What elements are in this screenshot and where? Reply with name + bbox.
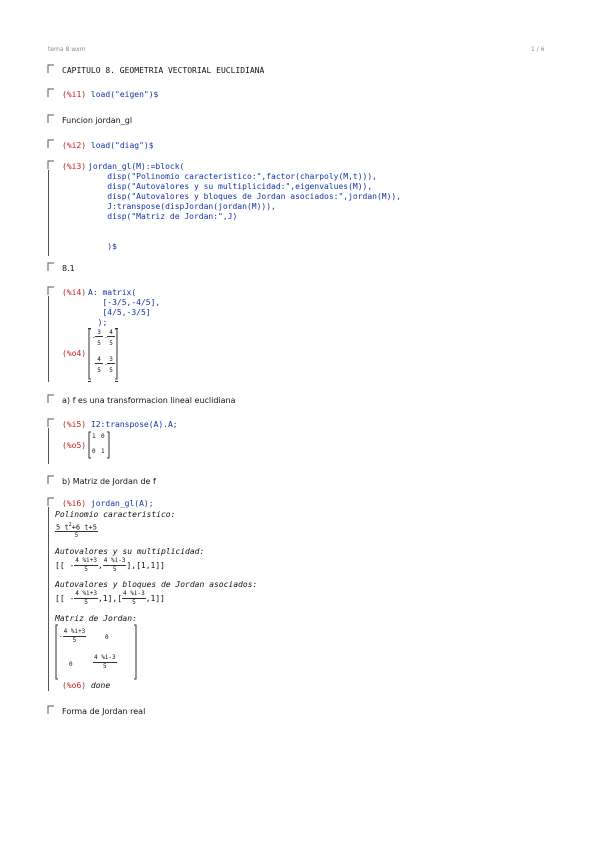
cell-flag-icon (47, 114, 55, 123)
code-line (88, 232, 401, 242)
code-line: [-3/5,-4/5], (88, 298, 161, 307)
code-line: disp("Autovalores y su multiplicidad:",eigenvalues(M)), (88, 182, 373, 191)
matrix-cell-den: 5 (97, 340, 101, 347)
output-mat-title: Matriz de Jordan: (55, 614, 137, 623)
cell-flag-icon (47, 418, 55, 427)
poly-rest: +6 t+5 (71, 523, 97, 532)
matrix-cell: 0 (101, 433, 105, 440)
cell-bracket (48, 507, 49, 691)
bloq-close: ,1]] (145, 594, 165, 603)
matrix-cell-den: 5 (109, 340, 113, 347)
cell-flag-icon (47, 160, 55, 169)
bloq-mid: ,1],[ (97, 594, 123, 603)
text-func-title: Funcion jordan_gl (62, 116, 133, 125)
matrix-cell: 0 (92, 448, 96, 455)
matrix-cell-num: 4 (107, 329, 115, 337)
matrix-cell-den: 5 (97, 367, 101, 374)
text-exercise: 8.1 (62, 264, 75, 273)
frac-num: 4 %i-3 (123, 590, 145, 597)
bloq-open: [[ - (55, 594, 75, 603)
matrix-cell-den: 5 (109, 367, 113, 374)
frac-den: 5 (84, 599, 88, 606)
text-jordan-real: Forma de Jordan real (62, 707, 146, 716)
cell-bracket (48, 170, 49, 256)
output-poly-expr (55, 522, 98, 539)
cell-flag-icon (47, 394, 55, 403)
matrix-cell: 0 (69, 661, 73, 668)
frac-num: 4 %i-3 (94, 654, 116, 661)
matrix-cell: 1 (101, 448, 105, 455)
output-bloq-expr (55, 590, 165, 607)
frac-den: 5 (132, 599, 136, 606)
input-cell-i5[interactable] (62, 420, 178, 430)
code-i6: jordan_gl(A); (90, 499, 154, 508)
label-i1: (%i1) (62, 90, 87, 99)
cell-flag-icon (47, 139, 55, 148)
matrix-cell: 0 (105, 634, 109, 641)
section-title: CAPITULO 8. GEOMETRIA VECTORIAL EUCLIDIANA (62, 66, 265, 75)
cell-flag-icon (47, 64, 55, 73)
frac-num: 4 %i-3 (103, 557, 126, 564)
frac-num: 4 %i+3 (63, 628, 86, 635)
code-i4[interactable] (88, 288, 160, 328)
label-i3: (%i3) (62, 162, 87, 171)
sign: - (104, 334, 108, 341)
input-cell-i1[interactable] (62, 90, 158, 100)
code-i5: I2:transpose(A).A; (90, 420, 178, 429)
sign: - (104, 361, 108, 368)
text-part-a: a) f es una transformacion lineal euclidiana (62, 396, 236, 405)
output-o6 (62, 681, 110, 691)
output-poly-title: Polinomio caracteristico: (55, 510, 176, 519)
cell-flag-icon (47, 262, 55, 271)
frac-den: 5 (72, 637, 77, 644)
header-page-number: 1 / 6 (531, 46, 545, 53)
input-cell-i2[interactable] (62, 141, 154, 151)
matrix-cell-num: 3 (95, 329, 103, 337)
label-i5: (%i5) (62, 420, 87, 429)
matrix-o5 (88, 431, 110, 459)
cell-flag-icon (47, 497, 55, 506)
frac-den: 5 (103, 663, 107, 670)
cell-bracket (48, 428, 49, 464)
auto-open: [[ - (55, 561, 75, 570)
input-cell-i6[interactable] (62, 499, 154, 509)
output-auto-expr (55, 557, 165, 574)
matrix-o4 (88, 328, 118, 380)
frac-num: 4 %i+3 (75, 590, 97, 597)
output-auto-title: Autovalores y su multiplicidad: (55, 547, 205, 556)
frac-num: 4 %i+3 (75, 557, 97, 564)
value-o6: done (90, 681, 111, 690)
label-o5: (%o5) (62, 441, 87, 450)
poly-den: 5 (74, 532, 79, 540)
code-line: disp("Polinomio caracteristico:",factor(charpoly(M,t))), (88, 172, 377, 181)
code-i1: load("eigen")$ (90, 90, 159, 99)
poly-num: 5 t (56, 523, 69, 532)
code-line: ); (88, 318, 108, 327)
code-line: disp("Matriz de Jordan:",J) (88, 212, 238, 221)
output-bloq-title: Autovalores y bloques de Jordan asociados: (55, 580, 258, 589)
sign: - (92, 334, 96, 341)
auto-close: ],[1,1]] (126, 561, 165, 570)
header-filename: tema 8.wxm (48, 46, 86, 53)
code-line: A: matrix( (88, 288, 137, 297)
cell-flag-icon (47, 286, 55, 295)
code-line: jordan_gl(M):=block( (88, 162, 185, 171)
code-line: [4/5,-3/5] (88, 308, 151, 317)
code-line: disp("Autovalores y bloques de Jordan asociados:",jordan(M)), (88, 192, 402, 201)
label-i4: (%i4) (62, 288, 87, 297)
matrix-cell: 1 (92, 433, 96, 440)
auto-sep: , (97, 561, 103, 570)
text-part-b: b) Matriz de Jordan de f (62, 477, 156, 486)
code-line (88, 222, 401, 232)
frac-den: 5 (112, 566, 117, 573)
label-o4: (%o4) (62, 349, 87, 358)
matrix-jordan: - $\frac{4 \%i+3}{5}$ 0 0 $\frac{4 \%i-3}{5}$ (55, 624, 137, 680)
code-line: )$ (88, 242, 117, 251)
cell-flag-icon (47, 88, 55, 97)
matrix-cell-num: 4 (95, 356, 103, 364)
label-o6: (%o6) (62, 681, 87, 690)
cell-flag-icon (47, 705, 55, 714)
code-i2: load("diag")$ (90, 141, 154, 150)
poly-exponent: 2 (68, 522, 72, 528)
cell-bracket (48, 296, 49, 382)
cell-flag-icon (47, 475, 55, 484)
matrix-cell-num: 3 (107, 356, 115, 364)
code-i3[interactable] (88, 162, 401, 252)
label-i2: (%i2) (62, 141, 87, 150)
label-i6: (%i6) (62, 499, 87, 508)
frac-den: 5 (84, 566, 88, 573)
code-line: J:transpose(dispJordan(jordan(M))), (88, 202, 276, 211)
